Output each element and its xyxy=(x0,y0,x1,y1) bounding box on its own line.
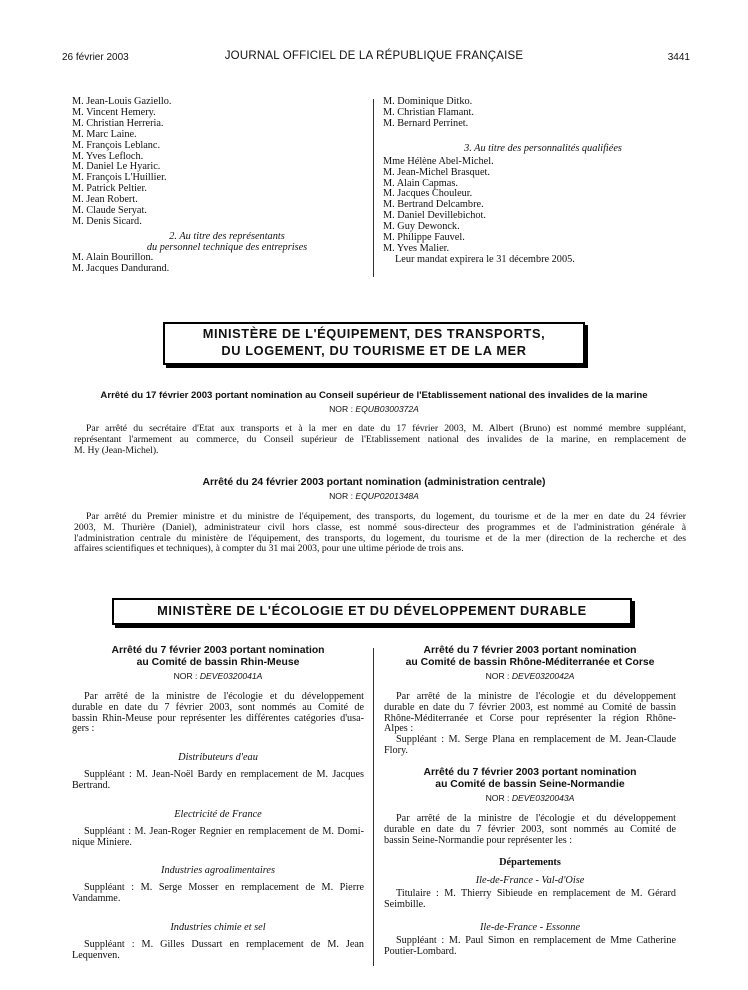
body-line: Bertrand. xyxy=(72,779,111,791)
arrete-title: Arrêté du 7 février 2003 portant nomination xyxy=(423,645,637,656)
category-heading: 3. Au titre des personnalités qualifiées xyxy=(464,142,622,154)
nor-id: DEVE0320042A xyxy=(511,671,575,681)
nor-id: DEVE0320041A xyxy=(199,671,263,681)
ministry-heading-box xyxy=(112,598,632,625)
arrete-title: au Comité de bassin Seine-Normandie xyxy=(435,778,625,790)
category-heading: Ile-de-France - Val-d'Oise xyxy=(475,875,585,887)
member-line: M. Patrick Peltier. xyxy=(72,183,147,195)
body-line: durable en date du 7 février 2003, sont nommés au Comité de xyxy=(72,701,364,713)
member-line: M. Jean Robert. xyxy=(72,194,138,206)
top-left-column xyxy=(72,97,362,275)
body-line: Lequenven. xyxy=(72,949,120,961)
member-line: M. Jacques Dandurand. xyxy=(72,262,170,274)
body-line: M. Hy (Jean-Michel). xyxy=(74,444,159,456)
body-line: Flory. xyxy=(384,744,408,756)
member-line: M. Christian Herreria. xyxy=(72,117,164,129)
member-line: M. Denis Sicard. xyxy=(72,215,142,227)
section-heading: Départements xyxy=(499,857,561,869)
nor-label: NOR : xyxy=(173,671,198,681)
body-line: Suppléant : M. Serge Mosser en remplacement de M. Pierre xyxy=(84,882,364,894)
arrete-rhin-meuse xyxy=(72,645,364,962)
body-line: bassin Seine-Normandie pour représenter les : xyxy=(384,834,573,846)
ministry-heading-line: MINISTÈRE DE L'ÉCOLOGIE ET DU DÉVELOPPEMENT DURABLE xyxy=(157,603,587,618)
member-line: M. Marc Laine. xyxy=(72,128,137,140)
ministry-heading-box xyxy=(163,322,585,365)
header-date: 26 février 2003 xyxy=(62,52,129,63)
nor-label: NOR : xyxy=(485,793,510,803)
nor-reference xyxy=(72,671,364,681)
arrete-body xyxy=(74,424,686,456)
member-line: M. Dominique Ditko. xyxy=(383,96,473,107)
arrete-title: au Comité de bassin Rhône-Méditerranée et Corse xyxy=(405,656,655,668)
member-line: M. Jean-Louis Gaziello. xyxy=(72,96,172,107)
member-line: M. Daniel Le Hyaric. xyxy=(72,161,161,173)
nor-label: NOR : xyxy=(329,491,353,501)
nor-reference xyxy=(384,671,676,681)
member-line: M. Yves Lefloch. xyxy=(72,150,144,162)
body-line: Suppléant : M. Serge Plana en remplacement de M. Jean-Claude xyxy=(396,734,676,746)
body-line: Par arrêté de la ministre de l'écologie et du développement xyxy=(396,813,676,824)
appointment-text xyxy=(384,889,676,911)
member-line: M. Guy Dewonck. xyxy=(383,221,460,233)
arrete-title: Arrêté du 24 février 2003 portant nomination (administration centrale) xyxy=(202,477,546,488)
member-line: M. Alain Bourillon. xyxy=(72,251,154,263)
nor-label: NOR : xyxy=(329,404,353,414)
body-line: Poutier-Lombard. xyxy=(384,945,457,957)
category-heading: 2. Au titre des représentants xyxy=(169,230,285,242)
category-heading: Electricité de France xyxy=(174,808,262,820)
body-line: durable en date du 7 février 2003, sont nommés au Comité de xyxy=(384,823,676,835)
nor-id: EQUB0300372A xyxy=(355,404,419,414)
page-number: 3441 xyxy=(667,52,690,63)
appointment-text xyxy=(72,940,364,962)
member-line: M. Daniel Devillebichot. xyxy=(383,210,486,222)
nor-reference xyxy=(62,404,686,414)
member-line: M. Jacques Chouleur. xyxy=(383,188,473,200)
member-line: M. Yves Malier. xyxy=(383,242,450,254)
body-line: Titulaire : M. Thierry Sibieude en remplacement de M. Gérard xyxy=(396,888,676,900)
member-line: M. Alain Capmas. xyxy=(383,177,458,189)
arrete-body xyxy=(384,814,676,846)
body-line: Par arrêté du secrétaire d'Etat aux transports et à la mer en date du 17 février 2003, M. Albert (Bruno) est nommé membre suppléant, xyxy=(86,423,686,434)
body-line: Suppléant : M. Jean-Noël Bardy en remplacement de M. Jacques xyxy=(84,769,364,781)
member-line: M. Bernard Perrinet. xyxy=(383,117,469,129)
ministry-heading-line: MINISTÈRE DE L'ÉQUIPEMENT, DES TRANSPORTS, xyxy=(202,326,546,341)
arrete-title: Arrêté du 7 février 2003 portant nomination xyxy=(423,767,637,778)
category-heading: Ile-de-France - Essonne xyxy=(479,921,581,933)
arrete-body xyxy=(72,692,364,735)
body-line: Suppléant : M. Gilles Dussart en remplacement de M. Jean xyxy=(84,938,364,950)
nor-reference xyxy=(384,793,676,803)
arrete-title: Arrêté du 7 février 2003 portant nomination xyxy=(111,645,325,656)
nor-reference xyxy=(62,491,686,501)
member-line: M. Claude Seryat. xyxy=(72,205,147,217)
category-heading: Distributeurs d'eau xyxy=(178,752,258,764)
arrete-body xyxy=(384,692,676,757)
appointment-text xyxy=(384,936,676,958)
nor-id: EQUP0201348A xyxy=(355,491,419,501)
body-line: Rhône-Méditerranée et Corse pour représenter la région Rhône- xyxy=(384,712,676,724)
mandate-closing: Leur mandat expirera le 31 décembre 2005. xyxy=(395,253,575,265)
arrete-rhone xyxy=(384,645,676,757)
journal-title: JOURNAL OFFICIEL DE LA RÉPUBLIQUE FRANÇAISE xyxy=(224,50,524,62)
appointment-text xyxy=(72,770,364,792)
arrete-seine xyxy=(384,767,676,958)
member-line: M. Bertrand Delcambre. xyxy=(383,199,484,211)
member-line: M. François L'Huillier. xyxy=(72,172,167,184)
arrete-title: au Comité de bassin Rhin-Meuse xyxy=(136,656,300,668)
body-line: gers : xyxy=(72,723,95,735)
ministry-heading-line: DU LOGEMENT, DU TOURISME ET DE LA MER xyxy=(221,343,527,358)
body-line: bassin Rhin-Meuse pour représenter les différentes catégories d'usa- xyxy=(72,712,364,724)
body-line: affaires scientifiques et techniques), à compter du 31 mai 2003, pour une ultime période de trois ans. xyxy=(74,543,464,555)
body-line: Par arrêté de la ministre de l'écologie et du développement xyxy=(396,691,676,702)
member-line: M. Philippe Fauvel. xyxy=(383,232,465,244)
body-line: l'administration centrale du ministère de l'équipement, des transports, du logement, du tourisme et de la mer (direction de la recherche et des xyxy=(74,532,686,544)
body-line: Suppléant : M. Jean-Roger Regnier en remplacement de M. Domi- xyxy=(84,825,364,837)
category-heading: Industries chimie et sel xyxy=(170,921,266,933)
column-divider xyxy=(373,99,374,277)
body-line: Seimbille. xyxy=(384,899,426,911)
body-line: nique Miniere. xyxy=(72,836,132,848)
arrete-body xyxy=(74,512,686,555)
appointment-text xyxy=(72,883,364,905)
appointment-text xyxy=(72,827,364,849)
nor-id: DEVE0320043A xyxy=(511,793,575,803)
member-line: M. Vincent Hemery. xyxy=(72,106,156,118)
category-heading: Industries agroalimentaires xyxy=(161,865,275,877)
member-line: Mme Hélène Abel-Michel. xyxy=(383,155,494,167)
arrete-title: Arrêté du 17 février 2003 portant nomination au Conseil supérieur de l'Etablissement national des invalides de la marine xyxy=(100,390,648,401)
member-line: M. François Leblanc. xyxy=(72,139,161,151)
top-right-column xyxy=(383,97,683,266)
nor-label: NOR : xyxy=(485,671,510,681)
body-line: durable en date du 7 février 2003, est nommé au Comité de bassin xyxy=(384,701,676,713)
body-line: Suppléant : M. Paul Simon en remplacement de Mme Catherine xyxy=(396,934,676,946)
body-line: Vandamme. xyxy=(72,893,121,905)
column-divider xyxy=(373,648,374,966)
body-line: 2003, M. Thurière (Daniel), administrateur civil hors classe, est nommé sous-directeur des programmes et de l'administration générale à xyxy=(74,521,686,533)
member-line: M. Christian Flamant. xyxy=(383,106,474,118)
body-line: Par arrêté de la ministre de l'écologie et du développement xyxy=(84,691,364,702)
member-line: M. Jean-Michel Brasquet. xyxy=(383,166,490,178)
category-heading: du personnel technique des entreprises xyxy=(146,241,308,253)
body-line: représentant l'armement au commerce, du Conseil supérieur de l'Etablissement national des invalides de la marine, en remplacement de xyxy=(74,433,686,445)
body-line: Par arrêté du Premier ministre et du ministre de l'équipement, des transports, du logement, du tourisme et de la mer en date du 24 février xyxy=(86,511,686,522)
body-line: Alpes : xyxy=(384,723,414,735)
